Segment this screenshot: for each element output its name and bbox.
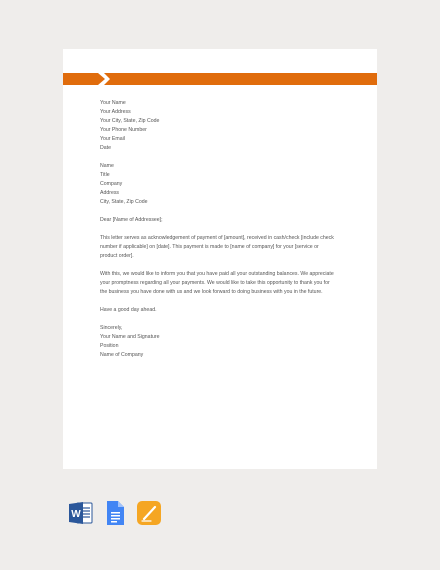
sender-name: Your Name [100,100,126,106]
microsoft-word-icon[interactable] [68,500,94,526]
sender-email: Your Email [100,136,125,142]
apple-pages-icon[interactable] [136,500,162,526]
recipient-name: Name [100,163,114,169]
closing-name-signature: Your Name and Signature [100,334,160,340]
word-letter: W [71,509,81,520]
google-docs-icon[interactable] [102,500,128,526]
paragraph-acknowledgement: This letter serves as acknowledgement of payment of [amount], received in cash/check [include check number if applicable] on [date]. This payment is made to [name of company] for your [service or product order]. [100,235,334,259]
letter-page [63,49,377,469]
letter-body [100,99,350,369]
letter-date: Date [100,145,111,151]
orange-header-banner [63,73,377,85]
sender-address: Your Address [100,109,131,115]
salutation: Dear [Name of Addressee]; [100,217,163,223]
closing-block [100,324,350,360]
recipient-city-state-zip: City, State, Zip Code [100,199,148,205]
closing-sincerely: Sincerely, [100,325,123,331]
recipient-title: Title [100,172,110,178]
recipient-address: Address [100,190,120,196]
paragraph-good-day: Have a good day ahead. [100,307,157,313]
sender-city-state-zip: Your City, State, Zip Code [100,118,160,124]
recipient-company: Company [100,181,123,187]
banner-shape [63,73,377,85]
closing-position: Position [100,343,119,349]
sender-phone: Your Phone Number [100,127,147,133]
recipient-block [100,162,350,207]
paragraph-thank-you: With this, we would like to inform you that you have paid all your outstanding balances. We appreciate your promptness regarding all your payments. We would like to take this opportunity to thank you for the business you have done with us and we look forward to doing business with you in the future. [100,271,334,295]
sender-block [100,99,350,153]
closing-company: Name of Company [100,352,144,358]
